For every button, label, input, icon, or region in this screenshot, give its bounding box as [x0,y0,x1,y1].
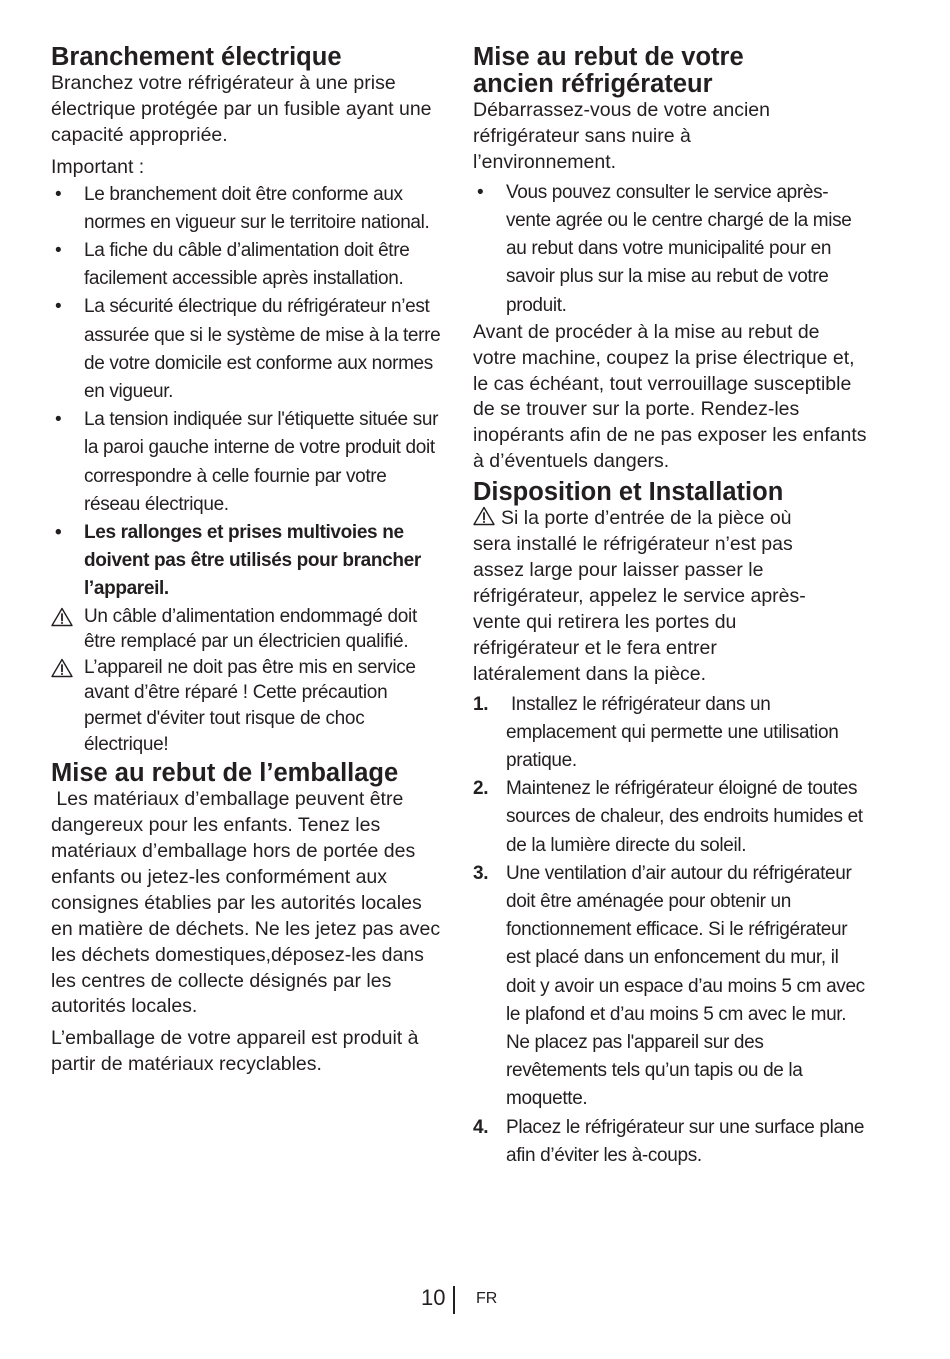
rebut-bullet-list [473,179,868,320]
warning-icon [473,506,495,526]
branchement-bullet-list [51,181,443,604]
list-item: • La tension indiquée sur l'étiquette située sur la paroi gauche interne de votre produit doit correspondre à celle fournie par votre réseau électrique. [51,406,443,519]
right-column [473,44,868,1170]
left-column [51,43,446,1078]
installation-steps [473,691,868,1170]
warning-icon [51,658,73,678]
bullet-marker: • [477,181,484,203]
heading-mise-au-rebut-refrigerateur: Mise au rebut de votre ancien réfrigérateur [473,43,744,98]
heading-mise-au-rebut-emballage: Mise au rebut de l’emballage [51,759,399,788]
page-footer [0,1284,950,1314]
step-number: 1. [473,693,489,715]
list-item: • La fiche du câble d’alimentation doit être facilement accessible après installation. [51,237,443,293]
emballage-paragraph-1: Les matériaux d’emballage peuvent être dangereux pour les enfants. Tenez les matériaux d’emballage hors de portée des enfants ou jetez-les conformément aux consignes établies par les autorités locales en matière de déchets. Ne les jetez pas avec les déchets domestiques,déposez-les dans les centres de collecte désignés par les autorités locales. [51,788,446,1018]
language-code: FR [476,1290,498,1307]
step-number: 3. [473,862,489,884]
bullet-marker: • [55,296,62,318]
list-item: 1. Installez le réfrigérateur dans un emplacement qui permette une utilisation pratique. [473,691,868,776]
emballage-paragraph-2: L’emballage de votre appareil est produit à partir de matériaux recyclables. [51,1027,419,1076]
step-number: 2. [473,778,489,800]
bullet-marker: • [55,522,62,544]
list-item: • La sécurité électrique du réfrigérateur n’est assurée que si le système de mise à la terre de votre domicile est conforme aux normes en vigueur. [51,293,443,406]
warning-icon [51,607,73,627]
warning-cable-endommage: Un câble d’alimentation endommagé doit être remplacé par un électricien qualifié. [51,604,443,655]
list-item: • Vous pouvez consulter le service après-vente agrée ou le centre chargé de la mise au rebut dans votre municipalité pour en savoir plus sur la mise au rebut de votre produit. [473,179,868,320]
important-label: Important : [51,155,145,178]
footer-divider [453,1286,455,1314]
list-item: • Le branchement doit être conforme aux normes en vigueur sur le territoire national. [51,181,443,237]
warning-reparation: L’appareil ne doit pas être mis en service avant d’être réparé ! Cette précaution permet d'éviter tout risque de choc électrique! [51,655,443,757]
rebut-intro: Débarrassez-vous de votre ancien réfrigérateur sans nuire à l’environnement. [473,99,770,173]
page-number: 10 [421,1285,446,1310]
list-item: 2. Maintenez le réfrigérateur éloigné de toutes sources de chaleur, des endroits humides et de la lumière directe du soleil. [473,775,868,860]
disposition-warning: Si la porte d’entrée de la pièce où sera installé le réfrigérateur n’est pas assez large pour laisser passer le réfrigérateur, appelez le service après-vente qui retirera les portes du réfrigérateur et le fera entrer latéralement dans la pièce. [473,507,806,685]
bullet-marker: • [55,183,62,205]
step-number: 4. [473,1116,489,1138]
list-item-bold-warning: • Les rallonges et prises multivoies ne doivent pas être utilisés pour brancher l’appareil. [51,519,443,604]
bullet-marker: • [55,409,62,431]
rebut-paragraph: Avant de procéder à la mise au rebut de votre machine, coupez la prise électrique et, le cas échéant, tout verrouillage susceptible de se trouver sur la porte. Rendez-les inopérants afin de ne pas exposer les enfants à d’éventuels dangers. [473,320,867,473]
list-item: 4. Placez le réfrigérateur sur une surface plane afin d’éviter les à-coups. [473,1114,868,1170]
branchement-intro: Branchez votre réfrigérateur à une prise électrique protégée par un fusible ayant une capacité appropriée. [51,72,432,146]
heading-branchement-electrique: Branchement électrique [51,43,342,71]
heading-disposition-installation: Disposition et Installation [473,478,784,507]
bullet-marker: • [55,240,62,262]
list-item: 3. Une ventilation d’air autour du réfrigérateur doit être aménagée pour obtenir un fonctionnement efficace. Si le réfrigérateur est placé dans un enfoncement du mur, il doit y avoir un espace d’au moins 5 cm avec le plafond et d’au moins 5 cm avec le mur. Ne placez pas l'appareil sur des revêtements tels qu’un tapis ou de la moquette. [473,860,868,1114]
